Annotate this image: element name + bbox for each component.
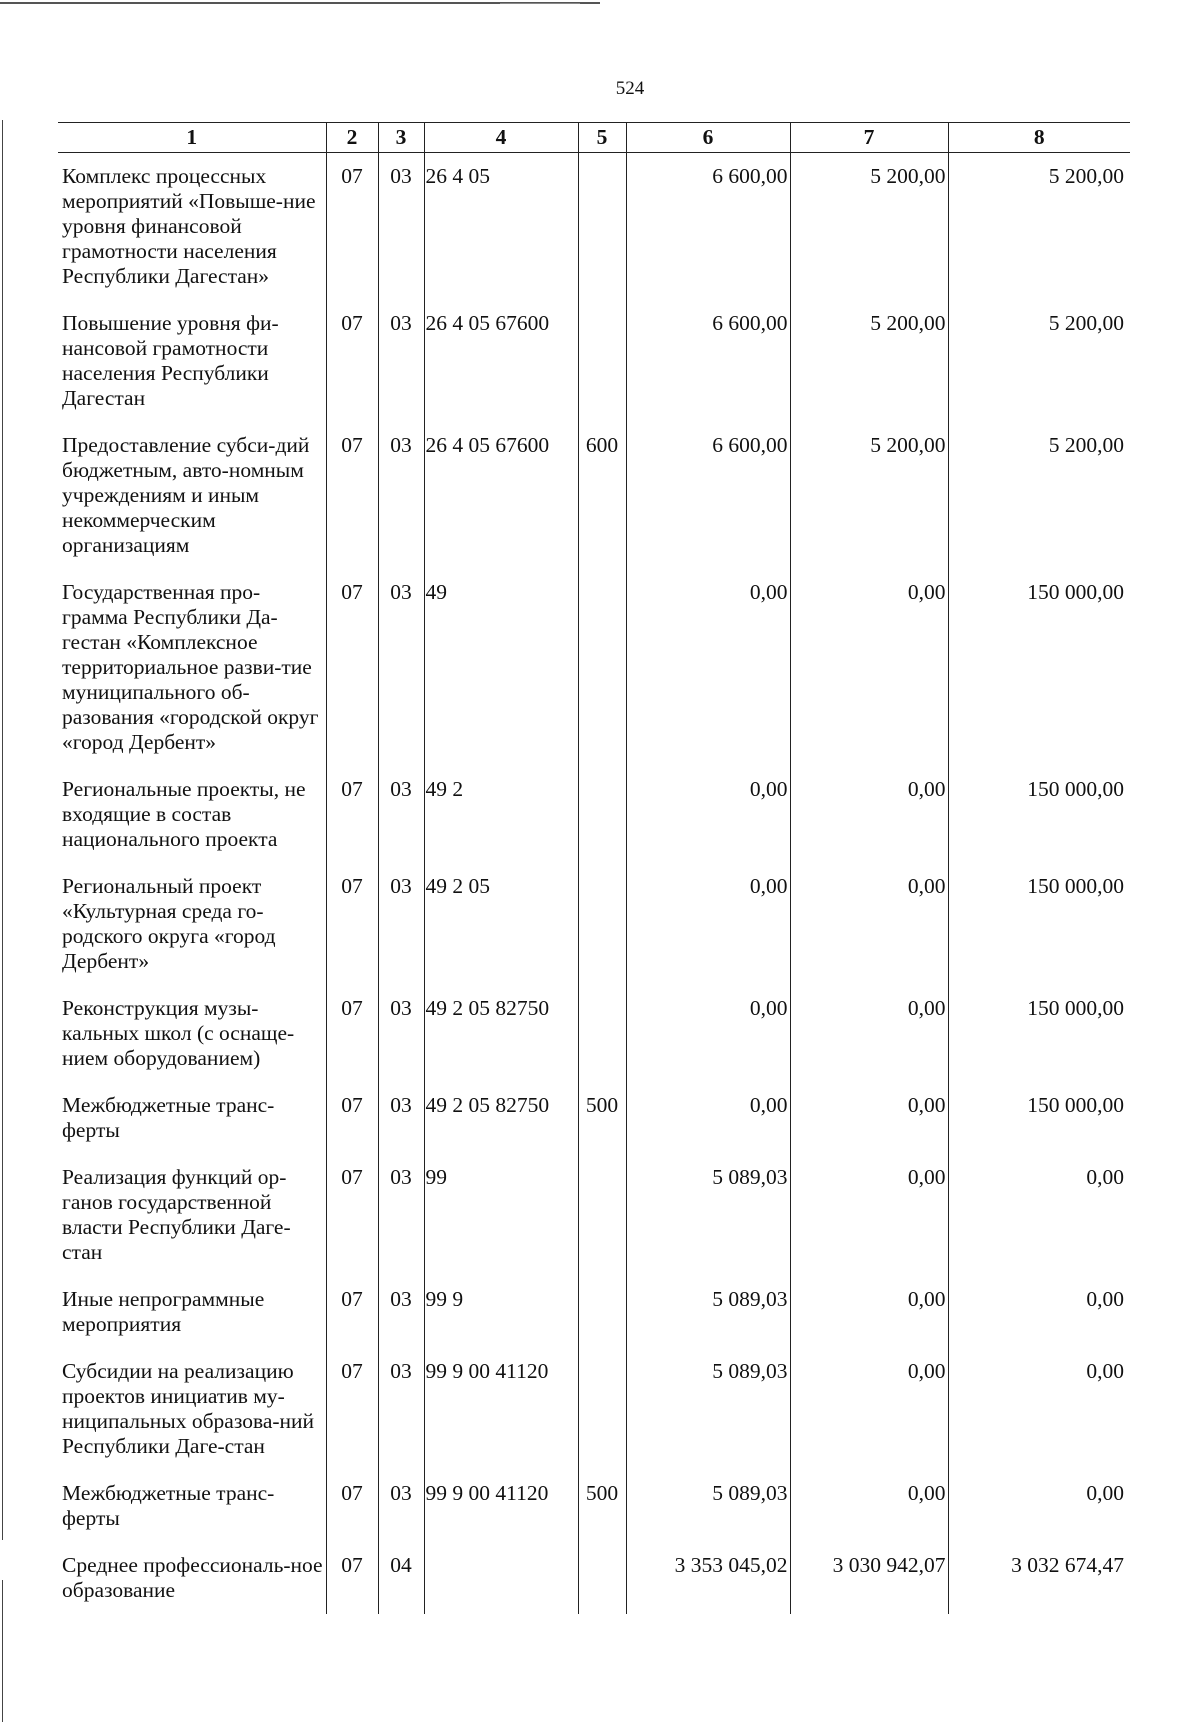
amount-col-7: 0,00 bbox=[790, 766, 948, 863]
target-article-code: 49 2 bbox=[424, 766, 578, 863]
subsection-code: 04 bbox=[378, 1542, 424, 1614]
target-article-code: 26 4 05 bbox=[424, 153, 578, 301]
amount-col-6: 6 600,00 bbox=[626, 300, 790, 422]
section-code: 07 bbox=[326, 863, 378, 985]
expense-type-code bbox=[578, 985, 626, 1082]
column-header: 4 bbox=[424, 123, 578, 153]
column-header: 6 bbox=[626, 123, 790, 153]
amount-col-8: 5 200,00 bbox=[948, 153, 1130, 301]
page-number: 524 bbox=[615, 78, 645, 99]
amount-col-6: 5 089,03 bbox=[626, 1276, 790, 1348]
subsection-code: 03 bbox=[378, 300, 424, 422]
target-article-code: 99 9 00 41120 bbox=[424, 1470, 578, 1542]
expense-type-code bbox=[578, 1276, 626, 1348]
amount-col-6: 6 600,00 bbox=[626, 422, 790, 569]
amount-col-7: 0,00 bbox=[790, 1276, 948, 1348]
amount-col-7: 3 030 942,07 bbox=[790, 1542, 948, 1614]
line-item-name: Иные непрограммные мероприятия bbox=[62, 1287, 265, 1336]
line-item-name: Среднее профессиональ-ное образование bbox=[62, 1553, 323, 1602]
table-row bbox=[58, 1542, 1130, 1614]
amount-col-7: 5 200,00 bbox=[790, 422, 948, 569]
section-code: 07 bbox=[326, 569, 378, 766]
amount-col-8: 0,00 bbox=[948, 1470, 1130, 1542]
amount-col-8: 5 200,00 bbox=[948, 300, 1130, 422]
expense-type-code: 500 bbox=[578, 1470, 626, 1542]
amount-col-8: 150 000,00 bbox=[948, 985, 1130, 1082]
expense-type-code: 600 bbox=[578, 422, 626, 569]
target-article-code: 49 2 05 82750 bbox=[424, 985, 578, 1082]
line-item-name: Региональные проекты, не входящие в состав национального проекта bbox=[62, 777, 306, 851]
amount-col-8: 0,00 bbox=[948, 1276, 1130, 1348]
table-row bbox=[58, 300, 1130, 422]
subsection-code: 03 bbox=[378, 1470, 424, 1542]
scan-edge-top-dash bbox=[500, 3, 580, 4]
section-code: 07 bbox=[326, 1542, 378, 1614]
target-article-code: 99 9 bbox=[424, 1276, 578, 1348]
subsection-code: 03 bbox=[378, 1348, 424, 1470]
subsection-code: 03 bbox=[378, 766, 424, 863]
column-header: 8 bbox=[948, 123, 1130, 153]
column-header: 3 bbox=[378, 123, 424, 153]
amount-col-6: 0,00 bbox=[626, 1082, 790, 1154]
amount-col-7: 0,00 bbox=[790, 1348, 948, 1470]
budget-table bbox=[58, 122, 1130, 1614]
section-code: 07 bbox=[326, 1154, 378, 1276]
line-item-name: Реализация функций ор-ганов государственной власти Республики Даге-стан bbox=[62, 1165, 291, 1264]
amount-col-6: 0,00 bbox=[626, 766, 790, 863]
table-row bbox=[58, 569, 1130, 766]
expense-type-code bbox=[578, 569, 626, 766]
amount-col-7: 0,00 bbox=[790, 1154, 948, 1276]
amount-col-7: 0,00 bbox=[790, 569, 948, 766]
column-header: 5 bbox=[578, 123, 626, 153]
amount-col-8: 150 000,00 bbox=[948, 569, 1130, 766]
amount-col-8: 5 200,00 bbox=[948, 422, 1130, 569]
table-body bbox=[58, 153, 1130, 1615]
column-header: 2 bbox=[326, 123, 378, 153]
section-code: 07 bbox=[326, 1348, 378, 1470]
table-row bbox=[58, 766, 1130, 863]
table-row bbox=[58, 863, 1130, 985]
subsection-code: 03 bbox=[378, 863, 424, 985]
amount-col-6: 3 353 045,02 bbox=[626, 1542, 790, 1614]
table-row bbox=[58, 1082, 1130, 1154]
line-item-name: Повышение уровня фи-нансовой грамотности населения Республики Дагестан bbox=[62, 311, 279, 410]
line-item-name: Субсидии на реализацию проектов инициатив му-ниципальных образова-ний Республики Даге-стан bbox=[62, 1359, 315, 1458]
expense-type-code bbox=[578, 1154, 626, 1276]
amount-col-8: 150 000,00 bbox=[948, 766, 1130, 863]
amount-col-7: 5 200,00 bbox=[790, 153, 948, 301]
section-code: 07 bbox=[326, 1082, 378, 1154]
amount-col-8: 150 000,00 bbox=[948, 863, 1130, 985]
target-article-code: 99 bbox=[424, 1154, 578, 1276]
amount-col-6: 5 089,03 bbox=[626, 1470, 790, 1542]
expense-type-code: 500 bbox=[578, 1082, 626, 1154]
target-article-code: 49 2 05 bbox=[424, 863, 578, 985]
amount-col-6: 0,00 bbox=[626, 863, 790, 985]
line-item-name: Реконструкция музы-кальных школ (с оснаще-нием оборудованием) bbox=[62, 996, 295, 1070]
subsection-code: 03 bbox=[378, 153, 424, 301]
target-article-code: 49 bbox=[424, 569, 578, 766]
table-header-row bbox=[58, 123, 1130, 153]
section-code: 07 bbox=[326, 153, 378, 301]
amount-col-6: 0,00 bbox=[626, 985, 790, 1082]
target-article-code: 99 9 00 41120 bbox=[424, 1348, 578, 1470]
table-row bbox=[58, 1348, 1130, 1470]
line-item-name: Предоставление субси-дий бюджетным, авто-номным учреждениям и иным некоммерческим организациям bbox=[62, 433, 310, 557]
expense-type-code bbox=[578, 863, 626, 985]
section-code: 07 bbox=[326, 766, 378, 863]
line-item-name: Региональный проект «Культурная среда го-родского округа «город Дербент» bbox=[62, 874, 276, 973]
subsection-code: 03 bbox=[378, 1082, 424, 1154]
section-code: 07 bbox=[326, 300, 378, 422]
section-code: 07 bbox=[326, 985, 378, 1082]
amount-col-8: 150 000,00 bbox=[948, 1082, 1130, 1154]
amount-col-8: 0,00 bbox=[948, 1154, 1130, 1276]
amount-col-7: 0,00 bbox=[790, 985, 948, 1082]
amount-col-6: 5 089,03 bbox=[626, 1348, 790, 1470]
expense-type-code bbox=[578, 1542, 626, 1614]
amount-col-7: 0,00 bbox=[790, 1470, 948, 1542]
table-row bbox=[58, 1154, 1130, 1276]
column-header: 1 bbox=[58, 123, 326, 153]
amount-col-7: 0,00 bbox=[790, 1082, 948, 1154]
table-row bbox=[58, 1276, 1130, 1348]
scan-edge-left-lower bbox=[2, 1580, 3, 1722]
amount-col-8: 0,00 bbox=[948, 1348, 1130, 1470]
line-item-name: Межбюджетные транс-ферты bbox=[62, 1481, 275, 1530]
table-row bbox=[58, 985, 1130, 1082]
amount-col-8: 3 032 674,47 bbox=[948, 1542, 1130, 1614]
amount-col-6: 0,00 bbox=[626, 569, 790, 766]
amount-col-7: 5 200,00 bbox=[790, 300, 948, 422]
amount-col-6: 5 089,03 bbox=[626, 1154, 790, 1276]
table-row bbox=[58, 1470, 1130, 1542]
subsection-code: 03 bbox=[378, 569, 424, 766]
line-item-name: Комплекс процессных мероприятий «Повыше-ние уровня финансовой грамотности населения Республики Дагестан» bbox=[62, 164, 316, 288]
subsection-code: 03 bbox=[378, 1276, 424, 1348]
subsection-code: 03 bbox=[378, 985, 424, 1082]
line-item-name: Государственная про-грамма Республики Да-гестан «Комплексное территориальное разви-тие муниципального об-разования «городской округ «город Дербент» bbox=[62, 580, 319, 754]
target-article-code: 26 4 05 67600 bbox=[424, 300, 578, 422]
subsection-code: 03 bbox=[378, 1154, 424, 1276]
target-article-code bbox=[424, 1542, 578, 1614]
section-code: 07 bbox=[326, 1276, 378, 1348]
section-code: 07 bbox=[326, 1470, 378, 1542]
subsection-code: 03 bbox=[378, 422, 424, 569]
expense-type-code bbox=[578, 766, 626, 863]
target-article-code: 26 4 05 67600 bbox=[424, 422, 578, 569]
section-code: 07 bbox=[326, 422, 378, 569]
table-row bbox=[58, 422, 1130, 569]
scan-edge-left bbox=[2, 120, 3, 1540]
target-article-code: 49 2 05 82750 bbox=[424, 1082, 578, 1154]
amount-col-7: 0,00 bbox=[790, 863, 948, 985]
amount-col-6: 6 600,00 bbox=[626, 153, 790, 301]
column-header: 7 bbox=[790, 123, 948, 153]
expense-type-code bbox=[578, 1348, 626, 1470]
line-item-name: Межбюджетные транс-ферты bbox=[62, 1093, 275, 1142]
expense-type-code bbox=[578, 300, 626, 422]
expense-type-code bbox=[578, 153, 626, 301]
table-row bbox=[58, 153, 1130, 301]
